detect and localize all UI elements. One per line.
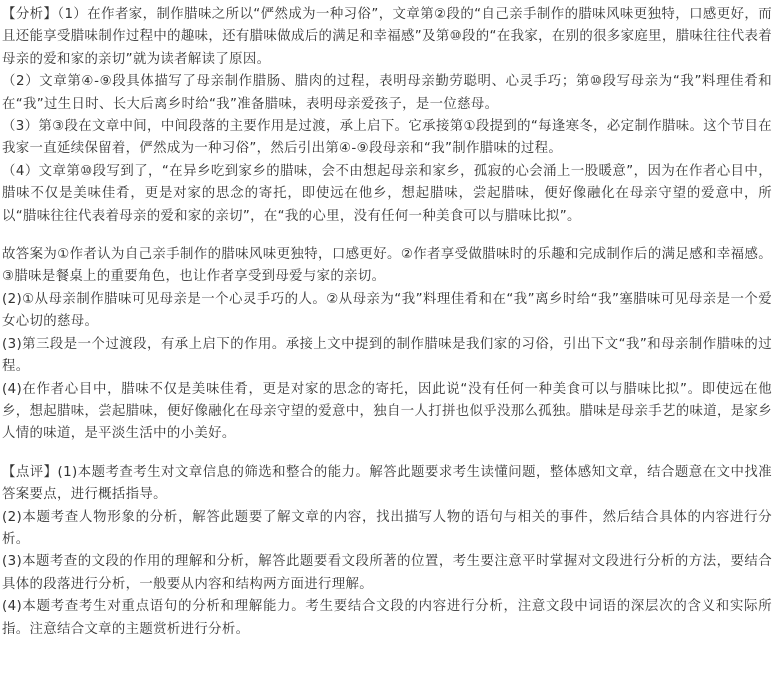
answer-paragraph-2: (2)①从母亲制作腊味可见母亲是一个心灵手巧的人。②从母亲为“我”料理佳肴和在“我”离乡时给“我”塞腊味可见母亲是一个爱女心切的慈母。 xyxy=(2,291,772,330)
analysis-paragraph-4: （4）文章第⑩段写到了，“在异乡吃到家乡的腊味，会不由想起母亲和家乡，孤寂的心会涌上一股暖意”，因为在作者心目中，腊味不仅是美味佳肴，更是对家的思念的寄托，即使远在他乡，想起腊味，尝起腊味，便好像融化在母亲守望的爱意中，所以“腊味往往代表着母亲的爱和家的亲切”，在“我的心里，没有任何一种美食可以与腊味比拟”。 xyxy=(2,163,772,224)
analysis-paragraph-1: 【分析】（1）在作者家，制作腊味之所以“俨然成为一种习俗”，文章第②段的“自己亲手制作的腊味风味更独特，口感更好，而且还能享受腊味制作过程中的趣味，还有腊味做成后的满足和幸福感”及第⑩段的“在我家，在别的很多家庭里，腊味往往代表着母亲的爱和家的亲切”就为读者解读了原因。 xyxy=(2,7,772,67)
comment-paragraph-1: 【点评】(1)本题考查考生对文章信息的筛选和整合的能力。解答此题要求考生读懂问题，整体感知文章，结合题意在文中找准答案要点，进行概括指导。 xyxy=(2,464,772,503)
analysis-section xyxy=(2,4,772,228)
answer-paragraph-1: 故答案为①作者认为自己亲手制作的腊味风味更独特，口感更好。②作者享受做腊味时的乐趣和完成制作后的满足感和幸福感。③腊味是餐桌上的重要角色，也让作者享受到母爱与家的亲切。 xyxy=(2,247,772,285)
comment-section xyxy=(2,462,772,641)
comment-paragraph-4: (4)本题考查考生对重点语句的分析和理解能力。考生要结合文段的内容进行分析，注意文段中词语的深层次的含义和实际所指。注意结合文章的主题赏析进行分析。 xyxy=(2,599,772,637)
analysis-paragraph-2: （2）文章第④-⑨段具体描写了母亲制作腊肠、腊肉的过程，表明母亲勤劳聪明、心灵手巧；第⑩段写母亲为“我”料理佳肴和在“我”过生日时、长大后离乡时给“我”准备腊味，表明母亲爱孩子，是一位慈母。 xyxy=(2,74,772,112)
analysis-paragraph-3: （3）第③段在文章中间，中间段落的主要作用是过渡，承上启下。它承接第①段提到的“每逢寒冬，必定制作腊味。这个节目在我家一直延续保留着，俨然成为一种习俗”，然后引出第④-⑨段母亲和“我”制作腊味的过程。 xyxy=(2,119,772,157)
section-spacer xyxy=(2,228,772,244)
comment-paragraph-3: (3)本题考查的文段的作用的理解和分析，解答此题要看文段所著的位置，考生要注意平时掌握对文段进行分析的方法，要结合具体的段落进行分析，一般要从内容和结构两方面进行理解。 xyxy=(2,554,772,592)
answer-paragraph-4: (4)在作者心目中，腊味不仅是美味佳肴，更是对家的思念的寄托，因此说“没有任何一种美食可以与腊味比拟”。即使远在他乡，想起腊味，尝起腊味，便好像融化在母亲守望的爱意中，独自一人打拼也似乎没那么孤独。腊味是母亲手艺的味道，是家乡人情的味道，是平淡生活中的小美好。 xyxy=(2,381,772,442)
comment-paragraph-2: (2)本题考查人物形象的分析，解答此题要了解文章的内容，找出描写人物的语句与相关的事件，然后结合具体的内容进行分析。 xyxy=(2,509,772,547)
section-spacer xyxy=(2,446,772,462)
answer-section xyxy=(2,244,772,446)
answer-paragraph-3: (3)第三段是一个过渡段，有承上启下的作用。承接上文中提到的制作腊味是我们家的习俗，引出下文“我”和母亲制作腊味的过程。 xyxy=(2,336,772,375)
